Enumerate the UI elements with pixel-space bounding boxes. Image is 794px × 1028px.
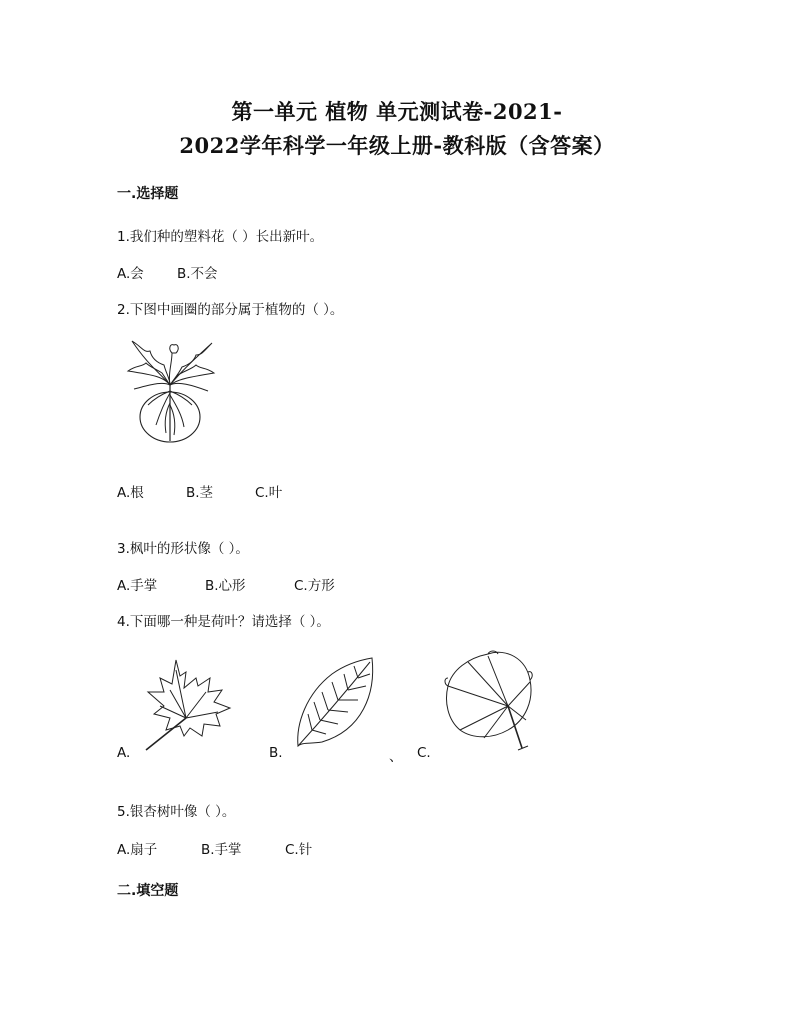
q1-option-b: B.不会	[177, 266, 218, 282]
dandelion-plant-figure	[120, 333, 220, 445]
page-title-line1: 第一单元 植物 单元测试卷-2021-	[231, 99, 563, 124]
question-3-text: 3.枫叶的形状像（ ）。	[117, 541, 249, 557]
q3-option-b: B.心形	[205, 578, 246, 594]
q4-option-c: C.	[417, 745, 431, 761]
q3-option-a: A.手掌	[117, 578, 158, 594]
section-choice-heading: 一.选择题	[117, 186, 179, 202]
question-1-text: 1.我们种的塑料花（ ）长出新叶。	[117, 229, 324, 245]
q4-option-a: A.	[117, 745, 131, 761]
q3-option-c: C.方形	[294, 578, 335, 594]
q4-option-b: B.	[269, 745, 283, 761]
q2-option-a: A.根	[117, 485, 144, 501]
question-5-text: 5.银杏树叶像（ ）。	[117, 804, 236, 820]
question-2-text: 2.下图中画圈的部分属于植物的（ ）。	[117, 302, 344, 318]
q1-option-a: A.会	[117, 266, 144, 282]
q2-option-c: C.叶	[255, 485, 283, 501]
q5-option-b: B.手掌	[201, 842, 242, 858]
lotus-leaf-image	[444, 646, 534, 752]
q5-option-c: C.针	[285, 842, 313, 858]
oval-leaf-image	[292, 654, 378, 750]
page-title-line2: 2022学年科学一年级上册-教科版（含答案）	[179, 133, 615, 158]
section-fill-heading: 二.填空题	[117, 883, 179, 899]
q4-separator: 、	[389, 749, 403, 765]
q5-option-a: A.扇子	[117, 842, 158, 858]
maple-leaf-image	[140, 656, 240, 754]
question-4-text: 4.下面哪一种是荷叶？请选择（ ）。	[117, 614, 330, 630]
q2-option-b: B.茎	[186, 485, 214, 501]
